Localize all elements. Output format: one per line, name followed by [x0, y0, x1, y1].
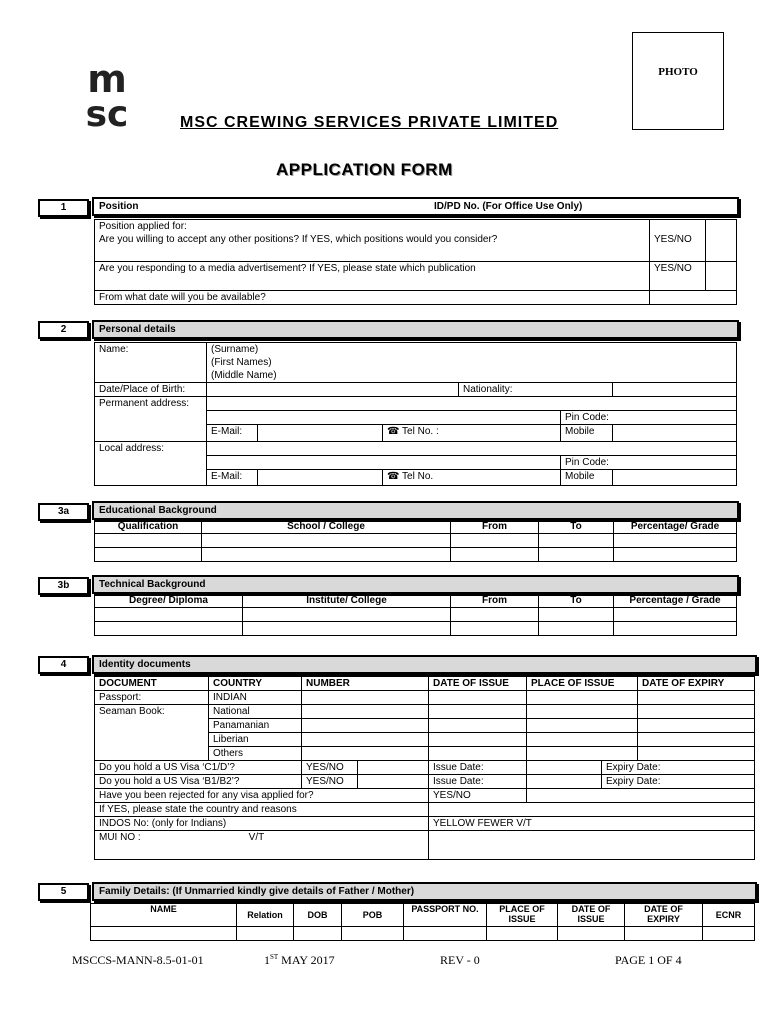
country-value: National — [209, 705, 302, 719]
section-title: Identity documents — [99, 659, 191, 670]
issue-date-month-year: MAY 2017 — [278, 953, 335, 967]
table-cell[interactable] — [294, 927, 342, 941]
column-header: DATE OF ISSUE — [429, 677, 527, 691]
section-header-technical — [92, 575, 739, 594]
column-header: NUMBER — [302, 677, 429, 691]
mui-no-label: MUI NO : — [99, 832, 141, 843]
column-header: DOCUMENT — [95, 677, 209, 691]
document-code: MSCCS-MANN-8.5-01-01 — [72, 953, 204, 967]
dob-field[interactable] — [207, 383, 459, 397]
pin-code-label: Pin Code: — [561, 455, 737, 469]
first-name-label: (First Names) — [211, 357, 272, 368]
column-header: PLACE OF ISSUE — [527, 677, 638, 691]
number-field[interactable] — [302, 691, 429, 705]
expiry-date-label: Expiry Date: — [602, 761, 755, 775]
section-header-education — [92, 501, 739, 520]
available-date-label: From what date will you be available? — [95, 291, 650, 305]
visa-c1d-question: Do you hold a US Visa ‘C1/D’? — [95, 761, 302, 775]
section-number: 3b — [38, 577, 89, 595]
pin-code-label: Pin Code: — [561, 411, 737, 425]
number-field[interactable] — [302, 719, 429, 733]
name-label: Name: — [95, 343, 207, 357]
table-cell[interactable] — [243, 608, 451, 622]
mobile-label: Mobile — [561, 425, 613, 442]
section-title: Educational Background — [99, 505, 217, 516]
education-table — [94, 519, 737, 562]
section-title: Family Details: (If Unmarried kindly give details of Father / Mother) — [99, 886, 415, 897]
msc-logo — [70, 62, 144, 130]
column-header: PASSPORT NO. — [404, 904, 487, 927]
nationality-field[interactable] — [613, 383, 737, 397]
email-label: E-Mail: — [207, 469, 258, 486]
other-positions-field[interactable] — [706, 233, 737, 262]
dob-label: Date/Place of Birth: — [95, 383, 207, 397]
section-number: 2 — [38, 321, 89, 339]
section-number: 4 — [38, 656, 89, 674]
table-cell[interactable] — [539, 548, 614, 562]
permanent-address-field-2[interactable] — [207, 411, 561, 425]
table-cell[interactable] — [539, 608, 614, 622]
issue-date-field[interactable] — [527, 775, 602, 789]
issue-place-field[interactable] — [527, 691, 638, 705]
svg-text:sc: sc — [85, 94, 129, 130]
nationality-label: Nationality: — [459, 383, 613, 397]
rejected-reasons-field[interactable] — [429, 803, 755, 817]
section-header-identity — [92, 655, 757, 674]
expiry-date-field[interactable] — [638, 747, 755, 761]
indos-label: INDOS No: (only for Indians) — [95, 817, 429, 831]
table-cell[interactable] — [539, 534, 614, 548]
issue-date-field[interactable] — [429, 719, 527, 733]
column-header: Institute/ College — [243, 594, 451, 608]
column-header: DATE OF EXPIRY — [638, 677, 755, 691]
tel-label: ☎ Tel No. — [383, 469, 561, 486]
local-address-field[interactable] — [207, 441, 737, 455]
table-cell[interactable] — [614, 548, 737, 562]
table-cell[interactable] — [342, 927, 404, 941]
table-cell[interactable] — [404, 927, 487, 941]
issue-date-field[interactable] — [429, 747, 527, 761]
visa-rejected-reasons-label: If YES, please state the country and reasons — [95, 803, 429, 817]
issue-date-suffix: ST — [270, 953, 279, 961]
table-cell[interactable] — [614, 534, 737, 548]
media-ad-field[interactable] — [706, 262, 737, 291]
column-header: NAME — [91, 904, 237, 927]
photo-box[interactable] — [632, 32, 724, 130]
local-address-field-2[interactable] — [207, 455, 561, 469]
surname-label: (Surname) — [211, 344, 259, 355]
issue-date-field[interactable] — [429, 705, 527, 719]
vt-label: V/T — [248, 832, 265, 843]
table-cell[interactable] — [539, 622, 614, 636]
family-details-table — [90, 903, 755, 941]
expiry-date-field[interactable] — [638, 733, 755, 747]
seaman-book-label: Seaman Book: — [95, 705, 209, 719]
table-cell[interactable] — [243, 622, 451, 636]
passport-label: Passport: — [95, 691, 209, 705]
section-header-family — [92, 882, 757, 901]
issue-date-field[interactable] — [527, 761, 602, 775]
section-header-personal — [92, 320, 739, 339]
local-address-label: Local address: — [95, 441, 207, 455]
column-header: To — [539, 520, 614, 534]
column-header: COUNTRY — [209, 677, 302, 691]
position-field-extra[interactable] — [706, 220, 737, 234]
tel-label: ☎ Tel No. : — [383, 425, 561, 442]
visa-number-field[interactable] — [358, 775, 429, 789]
yellow-fever-label: YELLOW FEWER V/T — [429, 817, 755, 831]
column-header: PLACE OF ISSUE — [487, 904, 558, 927]
section-title: Position — [99, 201, 139, 212]
table-row — [95, 608, 737, 622]
column-header: Percentage/ Grade — [614, 520, 737, 534]
personal-details-table — [94, 342, 737, 486]
table-row — [95, 534, 737, 548]
first-name-field[interactable] — [207, 356, 737, 369]
other-positions-question: Are you willing to accept any other positions? If YES, which positions would you consider? — [95, 233, 650, 262]
position-table — [94, 219, 737, 305]
column-header: From — [451, 594, 539, 608]
company-name: MSC CREWING SERVICES PRIVATE LIMITED — [180, 114, 559, 131]
table-cell[interactable] — [625, 927, 703, 941]
issue-place-field[interactable] — [527, 747, 638, 761]
column-header: Percentage / Grade — [614, 594, 737, 608]
column-header: Relation — [237, 904, 294, 927]
email-field[interactable] — [258, 469, 383, 486]
table-cell[interactable] — [558, 927, 625, 941]
photo-label: PHOTO — [658, 66, 698, 78]
position-field[interactable] — [650, 220, 706, 234]
issue-date — [264, 953, 335, 968]
column-header: Qualification — [95, 520, 202, 534]
country-value: Liberian — [209, 733, 302, 747]
email-label: E-Mail: — [207, 425, 258, 442]
column-header: DOB — [294, 904, 342, 927]
table-row — [95, 622, 737, 636]
issue-place-field[interactable] — [527, 705, 638, 719]
surname-field[interactable] — [207, 343, 737, 357]
page-number: PAGE 1 OF 4 — [615, 953, 682, 967]
table-cell[interactable] — [95, 608, 243, 622]
yes-no-option[interactable]: YES/NO — [650, 262, 706, 291]
table-cell[interactable] — [451, 608, 539, 622]
section-number: 5 — [38, 883, 89, 901]
rejected-details-field[interactable] — [527, 789, 755, 803]
table-cell[interactable] — [487, 927, 558, 941]
yellow-fever-field[interactable] — [429, 831, 755, 860]
table-cell[interactable] — [451, 534, 539, 548]
yes-no-option[interactable]: YES/NO — [429, 789, 527, 803]
section-number: 3a — [38, 503, 89, 521]
table-row — [91, 927, 755, 941]
section-title: Technical Background — [99, 579, 206, 590]
identity-documents-table — [94, 676, 755, 860]
table-cell[interactable] — [95, 622, 243, 636]
revision: REV - 0 — [440, 953, 480, 967]
table-cell[interactable] — [95, 534, 202, 548]
mobile-field[interactable] — [613, 425, 737, 442]
svg-text:m: m — [87, 62, 127, 101]
table-cell[interactable] — [614, 622, 737, 636]
table-cell[interactable] — [95, 548, 202, 562]
table-cell[interactable] — [703, 927, 755, 941]
permanent-address-field[interactable] — [207, 397, 737, 411]
number-field[interactable] — [302, 705, 429, 719]
mui-no-field[interactable] — [95, 831, 429, 860]
column-header: To — [539, 594, 614, 608]
position-applied-label: Position applied for: — [95, 220, 650, 234]
issue-place-field[interactable] — [527, 719, 638, 733]
yes-no-option[interactable]: YES/NO — [650, 233, 706, 262]
section-number: 1 — [38, 199, 89, 217]
table-row — [95, 548, 737, 562]
mobile-field[interactable] — [613, 469, 737, 486]
middle-name-field[interactable] — [207, 369, 737, 383]
visa-rejected-question: Have you been rejected for any visa applied for? — [95, 789, 429, 803]
column-header: DATE OF EXPIRY — [625, 904, 703, 927]
permanent-address-label: Permanent address: — [95, 397, 207, 411]
mobile-label: Mobile — [561, 469, 613, 486]
column-header: POB — [342, 904, 404, 927]
expiry-date-field[interactable] — [638, 691, 755, 705]
form-title: APPLICATION FORM — [276, 160, 453, 179]
number-field[interactable] — [302, 747, 429, 761]
issue-place-field[interactable] — [527, 733, 638, 747]
expiry-date-field[interactable] — [638, 705, 755, 719]
yes-no-option[interactable]: YES/NO — [302, 761, 358, 775]
issue-date-label: Issue Date: — [429, 761, 527, 775]
country-value: INDIAN — [209, 691, 302, 705]
table-cell[interactable] — [451, 622, 539, 636]
column-header: DATE OF ISSUE — [558, 904, 625, 927]
visa-b1b2-question: Do you hold a US Visa ‘B1/B2’? — [95, 775, 302, 789]
table-cell[interactable] — [202, 534, 451, 548]
section-title: Personal details — [99, 324, 176, 335]
country-value: Panamanian — [209, 719, 302, 733]
technical-table — [94, 593, 737, 636]
column-header: Degree/ Diploma — [95, 594, 243, 608]
column-header: School / College — [202, 520, 451, 534]
section-header-position — [92, 197, 739, 216]
middle-name-label: (Middle Name) — [211, 370, 277, 381]
email-field[interactable] — [258, 425, 383, 442]
visa-number-field[interactable] — [358, 761, 429, 775]
table-cell[interactable] — [237, 927, 294, 941]
column-header: ECNR — [703, 904, 755, 927]
available-date-field[interactable] — [650, 291, 737, 305]
table-cell[interactable] — [202, 548, 451, 562]
table-cell[interactable] — [91, 927, 237, 941]
office-use-label: ID/PD No. (For Office Use Only) — [434, 201, 583, 212]
issue-date-label: Issue Date: — [429, 775, 527, 789]
country-value: Others — [209, 747, 302, 761]
expiry-date-label: Expiry Date: — [602, 775, 755, 789]
table-cell[interactable] — [614, 608, 737, 622]
issue-date-field[interactable] — [429, 733, 527, 747]
yes-no-option[interactable]: YES/NO — [302, 775, 358, 789]
issue-date-day: 1 — [264, 953, 270, 967]
table-cell[interactable] — [451, 548, 539, 562]
column-header: From — [451, 520, 539, 534]
issue-date-field[interactable] — [429, 691, 527, 705]
number-field[interactable] — [302, 733, 429, 747]
expiry-date-field[interactable] — [638, 719, 755, 733]
media-ad-question: Are you responding to a media advertisement? If YES, please state which publication — [95, 262, 650, 291]
